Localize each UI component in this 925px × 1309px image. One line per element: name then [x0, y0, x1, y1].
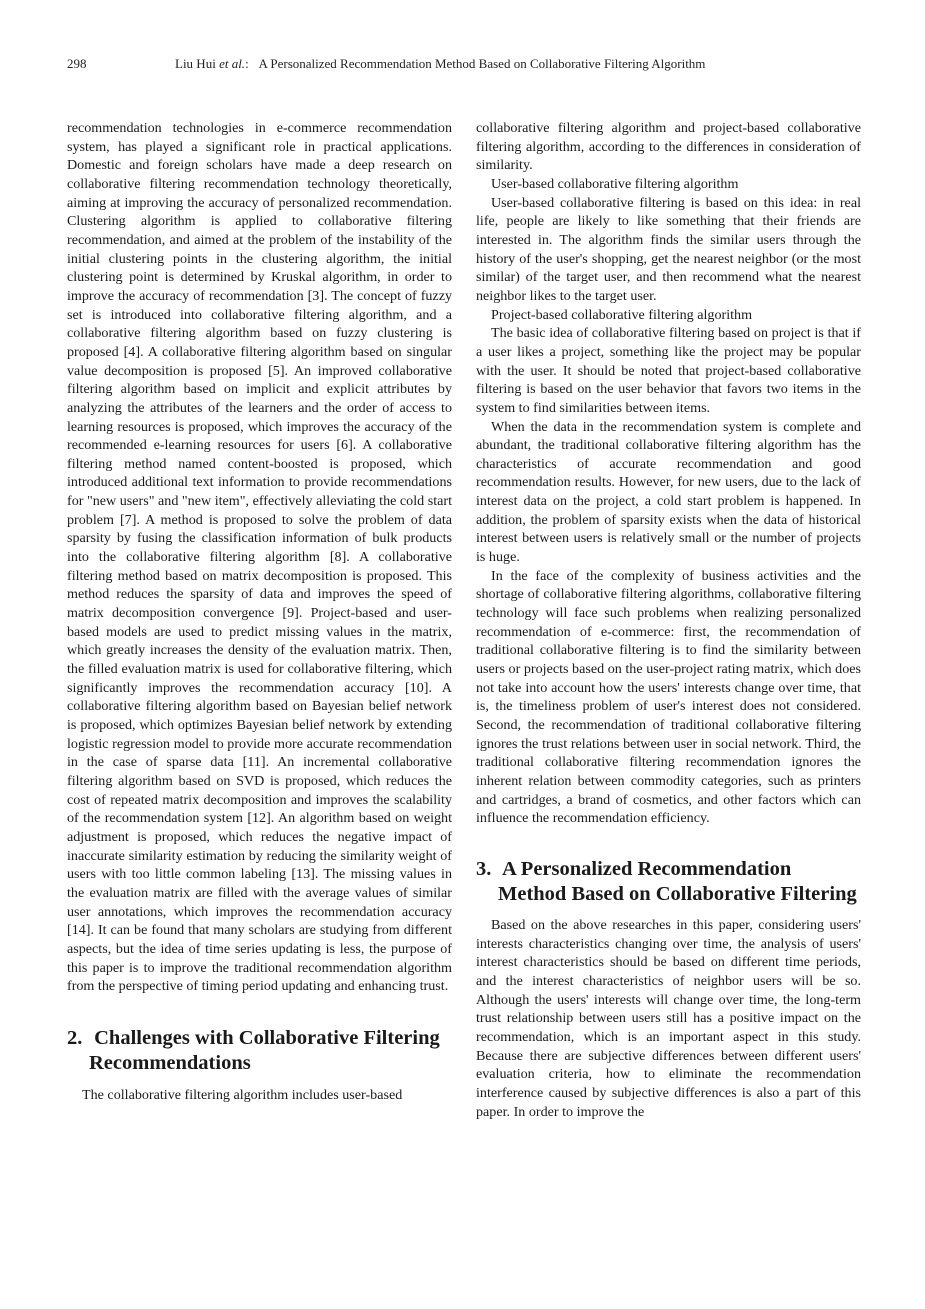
- right-paragraph-continuation: collaborative filtering algorithm and project-based collaborative filtering algorithm, according to the differences in consideration of similarity.: [476, 120, 861, 174]
- paragraph-data-sparsity: When the data in the recommendation system is complete and abundant, the traditional collaborative filtering algorithm has the characteristics of accurate recommendation and good recommendation results. However, for new users, due to the lack of interest data on the project, a cold start problem is happened. In addition, the problem of sparsity exists when the data of historical interest between users is relatively small or the number of projects is huge.: [476, 418, 861, 566]
- header-separator: :: [245, 56, 249, 71]
- left-paragraph-intro: recommendation technologies in e-commerce recommendation system, has played a significant role in practical applications. Domestic and foreign scholars have made a deep research on collaborative filtering recommendation technology theoretically, aiming at improving the accuracy of personalized recommendation. Clustering algorithm is applied to collaborative filtering recommendation, and aimed at the problem of the instability of the initial clustering points in the clustering algorithm, the initial clustering point is determined by Kruskal algorithm, in order to improve the accuracy of recommendation [3]. The concept of fuzzy set is introduced into collaborative filtering algorithm, and a collaborative filtering algorithm based on fuzzy clustering is proposed [4]. A collaborative filtering algorithm based on singular value decomposition is proposed [5]. An improved collaborative filtering algorithm based on implicit and explicit attributes by analyzing the attributes of the learners and the order of access to learning resources is proposed, which improves the accuracy of the recommended e-learning resources for users [6]. A collaborative filtering method named content-boosted is proposed, which introduced additional text information to provide recommendations for "new users" and "new item", effectively alleviating the cold start problem [7]. A method is proposed to solve the problem of data sparsity by fusing the classification information of bulk products into the collaborative filtering algorithm [8]. A collaborative filtering method based on matrix decomposition is proposed. This method reduces the sparsity of data and improves the speed of matrix decomposition convergence [9]. Project-based and user-based models are used to predict missing values in the matrix, which greatly increases the density of the evaluation matrix. Then, the filled evaluation matrix is used for collaborative filtering, which significantly improves the recommendation accuracy [10]. A collaborative filtering algorithm based on Bayesian belief network is proposed, which optimizes Bayesian belief network by extending logistic regression model to provide more accurate recommendation in the case of sparse data [11]. An incremental collaborative filtering algorithm based on SVD is proposed, which reduces the cost of repeated matrix decomposition and improves the scalability of the recommendation system [12]. An algorithm based on weight adjustment is proposed, which reduces the negative impact of inaccurate similarity estimation by reducing the similarity weight of users with too little common labeling [13]. The missing values in the evaluation matrix are filled with the average values of similar user annotations, which improves the recommendation accuracy [14]. It can be found that many scholars are studying from different aspects, but the idea of time series updating is less, the purpose of this paper is to improve the traditional recommendation algorithm from the perspective of timing period updating and enhancing trust.: [67, 120, 452, 995]
- header-et-al: et al.: [219, 56, 246, 71]
- running-header: [67, 56, 867, 74]
- paragraph-user-based: User-based collaborative filtering is based on this idea: in real life, people are likely to like something that their friends are interested in. The algorithm finds the similar users through the history of the user's shopping, get the nearest neighbor (or the most similar) of the target user, and then recommend what the nearest neighbor likes to the target user.: [476, 194, 861, 304]
- header-running-title: A Personalized Recommendation Method Based on Collaborative Filtering Algorithm: [258, 56, 706, 71]
- paragraph-complexity: In the face of the complexity of business activities and the shortage of collaborative filtering algorithms, collaborative filtering technology will face such problems when realizing personalized recommendation of e-commerce: first, the recommendation of traditional collaborative filtering is to find the similarity between users or projects based on the user-project rating matrix, which does not take into account how the users' interests change over time, that is, the timeliness problem of user's interest does not considered. Second, the recommendation of traditional collaborative filtering ignores the trust relations between user in social network. Third, the traditional collaborative filtering recommendation ignores the inherent relation between commodity categories, such as printers and cartridges, a brand of cosmetics, and other factors which can influence the recommendation efficiency.: [476, 567, 861, 827]
- right-column: [476, 119, 861, 1121]
- paragraph-section3: Based on the above researches in this paper, considering users' interests characteristics changing over time, the analysis of users' interest characteristics should be based on different time periods, and the interest characteristics of neighbor users will be so. Although the users' interests will change over time, the long-term trust relationship between users still has a positive impact on the recommendation, which is an important aspect in this study. Because there are subjective differences between different users' evaluation criteria, how to eliminate the recommendation interference caused by subjective differences is also a part of this paper. In order to improve the: [476, 916, 861, 1120]
- section-2-title: Challenges with Collaborative Filtering Recommendations: [89, 1026, 440, 1074]
- left-column: [67, 119, 452, 1105]
- section-3-number: 3.: [476, 857, 492, 880]
- page-number: 298: [67, 56, 87, 71]
- section-2-number: 2.: [67, 1026, 83, 1049]
- section-3-title: A Personalized Recommendation Method Based on Collaborative Filtering: [498, 857, 857, 905]
- subheading-project-based: Project-based collaborative filtering algorithm: [491, 306, 753, 323]
- paragraph-project-based: The basic idea of collaborative filtering based on project is that if a user likes a project, something like the project may be popular with the user. It should be noted that project-based collaborative filtering is based on the user behavior that favors two items in the system to find similarities between items.: [476, 325, 861, 416]
- header-authors: Liu Hui: [175, 56, 216, 71]
- running-title-line: [175, 56, 705, 72]
- subheading-user-based: User-based collaborative filtering algorithm: [491, 175, 739, 192]
- left-paragraph-section2: The collaborative filtering algorithm includes user-based: [82, 1086, 403, 1103]
- section-2-heading: [67, 1026, 452, 1076]
- section-3-heading: [476, 857, 861, 907]
